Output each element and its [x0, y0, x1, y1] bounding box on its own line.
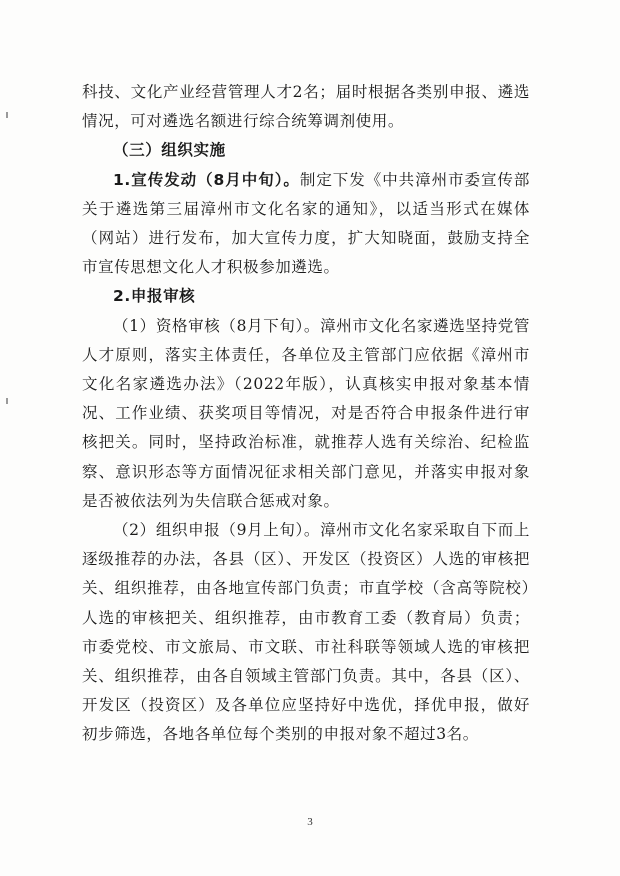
- publicity-text: 制定下发《中共漳州市委宣传部关于遴选第三届漳州市文化名家的通知》，以适当形式在媒体（网站）进行发布，加大宣传力度，扩大知晓面，鼓励支持全市宣传思想文化人才积极参加遴选。: [82, 170, 530, 277]
- document-body: [82, 78, 530, 750]
- paragraph-quota-continuation: 科技、文化产业经营管理人才2名；届时根据各类别申报、遴选情况，可对遴选名额进行综合统筹调剂使用。: [82, 83, 530, 131]
- section-heading-organization: （三）组织实施: [113, 141, 226, 160]
- scan-margin-mark: [6, 112, 8, 118]
- paragraph-organize-application: （2）组织申报（9月上旬）。漳州市文化名家采取自下而上逐级推荐的办法，各县（区）、开发区（投资区）人选的审核把关、组织推荐，由各地宣传部门负责；市直学校（含高等院校）人选的审核把关、组织推荐，由市教育工委（教育局）负责；市委党校、市文旅局、市文联、市社科联等领域人选的审核把关、组织推荐，由各自领域主管部门负责。其中，各县（区）、开发区（投资区）及各单位应坚持好中选优，择优申报，做好初步筛选，各地各单位每个类别的申报对象不超过3名。: [82, 521, 530, 744]
- scan-margin-mark: [6, 398, 8, 404]
- subheading-application-review: 2.申报审核: [113, 287, 196, 306]
- page-number: 3: [307, 816, 313, 828]
- paragraph-qualification-review: （1）资格审核（8月下旬）。漳州市文化名家遴选坚持党管人才原则，落实主体责任，各单位及主管部门应依据《漳州市文化名家遴选办法》（2022年版），认真核实申报对象基本情况、工作业绩、获奖项目等情况，对是否符合申报条件进行审核把关。同时，坚持政治标准，就推荐人选有关综治、纪检监察、意识形态等方面情况征求相关部门意见，并落实申报对象是否被依法列为失信联合惩戒对象。: [82, 316, 530, 510]
- paragraph-publicity: [82, 166, 530, 283]
- publicity-heading: 1.宣传发动（8月中旬）。: [113, 170, 300, 189]
